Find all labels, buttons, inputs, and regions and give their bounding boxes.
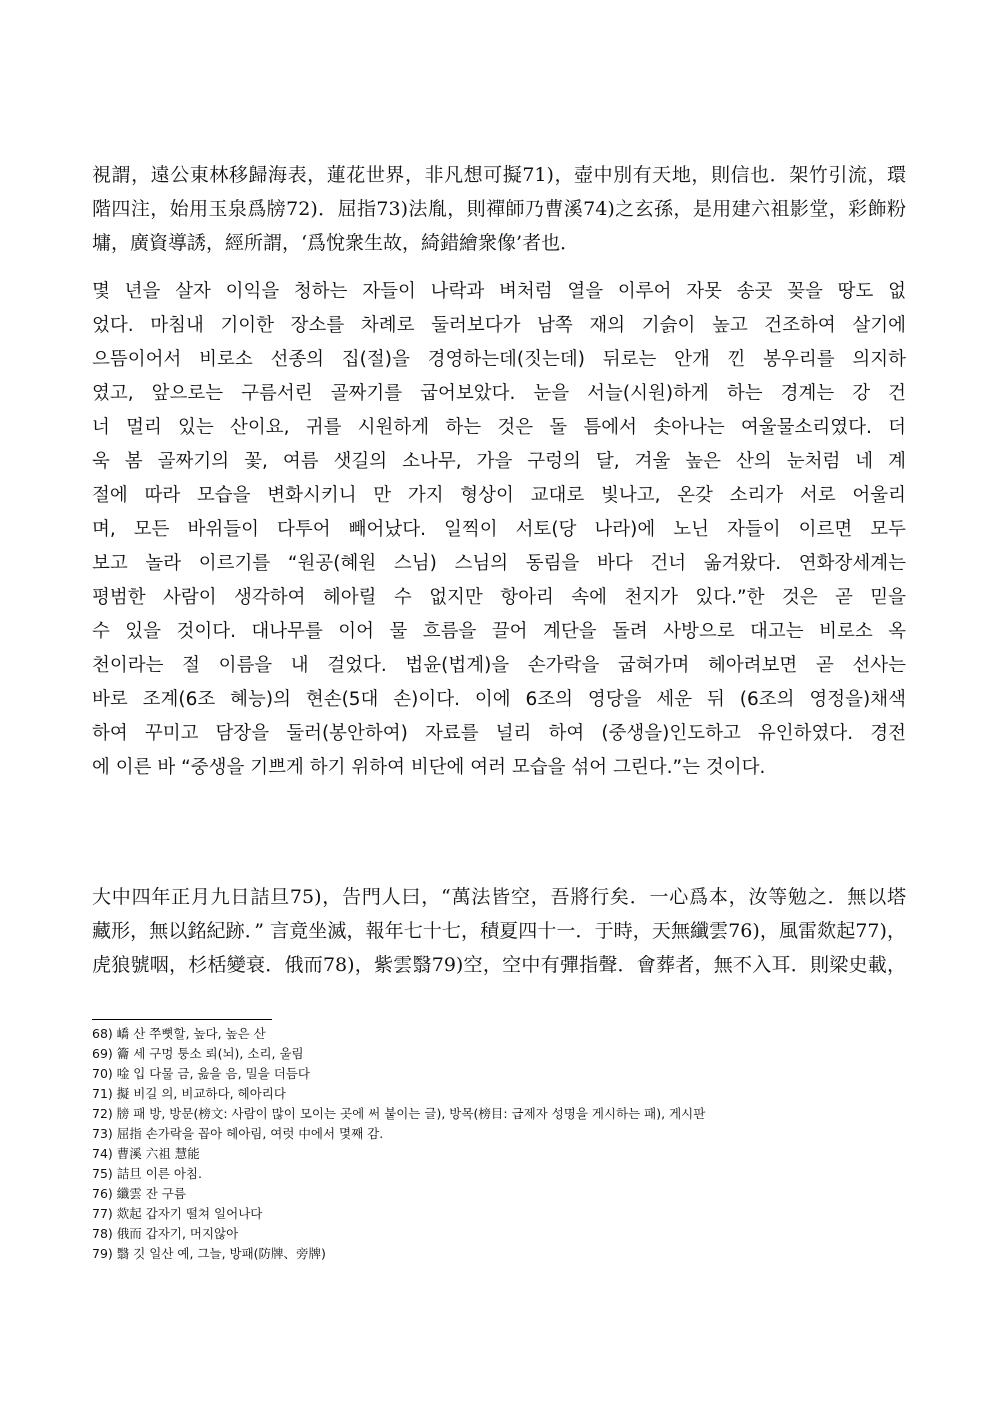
footnotes: [92, 1024, 906, 1264]
text-line: 며, 모든 바위들이 다투어 빼어났다. 일찍이 서토(당 나라)에 노닌 자들이 이르면 모두: [92, 519, 906, 540]
footnote-69: 69) 籥 세 구멍 퉁소 뢰(뇌), 소리, 울림: [92, 1046, 304, 1061]
footnote-78: 78) 俄而 갑자기, 머지않아: [92, 1226, 239, 1241]
text-line: 었다. 마침내 기이한 장소를 차례로 둘러보다가 남쪽 재의 기슭이 높고 건조하여 살기에: [92, 315, 906, 336]
footnote-79: 79) 翳 깃 일산 예, 그늘, 방패(防牌、旁牌): [92, 1246, 326, 1261]
text-line: 으뜸이어서 비로소 선종의 집(절)을 경영하는데(짓는데) 뒤로는 안개 낀 봉우리를 의지하: [92, 349, 906, 370]
text-line: 하여 꾸미고 담장을 둘러(봉안하여) 자료를 널리 하여 (중생을)인도하고 유인하였다. 경전: [92, 723, 906, 744]
footnote-72: 72) 牓 패 방, 방문(榜文: 사람이 많이 모이는 곳에 써 붙이는 글), 방목(榜目: 급제자 성명을 게시하는 패), 게시판: [92, 1106, 706, 1121]
footnote-70: 70) 唫 입 다물 금, 읊을 음, 밀을 더듬다: [92, 1066, 310, 1081]
text-line: 몇 년을 살자 이익을 청하는 자들이 나락과 벼처럼 열을 이루어 자못 송곳 꽂을 땅도 없: [92, 281, 906, 302]
text-line: 천이라는 절 이름을 내 걸었다. 법윤(법계)을 손가락을 굽혀가며 헤아려보면 곧 선사는: [92, 655, 906, 676]
footnote-73: 73) 屈指 손가락을 꼽아 헤아림, 여럿 中에서 몇째 감.: [92, 1126, 384, 1141]
text-line: 절에 따라 모습을 변화시키니 만 가지 형상이 교대로 빛나고, 온갖 소리가 서로 어울리: [92, 485, 906, 506]
text-line: 바로 조계(6조 혜능)의 현손(5대 손)이다. 이에 6조의 영당을 세운 뒤 (6조의 영정을)채색: [92, 689, 906, 710]
footnote-separator: [92, 1019, 272, 1020]
text-line: 였고, 앞으로는 구름서린 골짜기를 굽어보았다. 눈을 서늘(시원)하게 하는 경계는 강 건: [92, 383, 906, 404]
footnote-68: 68) 嶠 산 쭈뼛할, 높다, 높은 산: [92, 1026, 266, 1041]
korean-translation-paragraph: [92, 275, 906, 785]
text-line: 視謂，遠公東林移歸海表，蓮花世界，非凡想可擬71)，壺中別有天地，則信也．架竹引流，環: [92, 164, 906, 186]
text-line: 보고 놀라 이르기를 “원공(혜원 스님) 스님의 동림을 바다 건너 옮겨왔다. 연화장세계는: [92, 553, 906, 574]
text-line: 墉，廣資導誘，經所謂，‘爲悅衆生故，綺錯繪衆像’者也．: [92, 232, 580, 254]
footnote-71: 71) 擬 비길 의, 비교하다, 헤아리다: [92, 1086, 286, 1101]
hanmun-paragraph-1: [92, 158, 906, 260]
text-line: 階四注，始用玉泉爲牓72)．屈指73)法胤，則禪師乃曹溪74)之玄孫，是用建六祖影堂，彩飾粉: [92, 198, 906, 220]
text-line: 수 있을 것이다. 대나무를 이어 물 흐름을 끌어 계단을 돌려 사방으로 대고는 비로소 옥: [92, 621, 906, 642]
footnote-74: 74) 曹溪 六祖 慧能: [92, 1146, 200, 1161]
text-line: 大中四年正月九日詰旦75)，告門人曰，“萬法皆空，吾將行矣．一心爲本，汝等勉之．無以塔: [92, 886, 906, 908]
text-line: 너 멀리 있는 산이요, 귀를 시원하게 하는 것은 돌 틈에서 솟아나는 여울물소리였다. 더: [92, 417, 906, 438]
footnote-77: 77) 欻起 갑자기 떨쳐 일어나다: [92, 1206, 263, 1221]
footnote-76: 76) 纖雲 잔 구름: [92, 1186, 186, 1201]
footnote-75: 75) 詰旦 이른 아침.: [92, 1166, 202, 1181]
text-line: 욱 봄 골짜기의 꽃, 여름 샛길의 소나무, 가을 구렁의 달, 겨울 높은 산의 눈처럼 네 계: [92, 451, 906, 472]
text-line: 藏形，無以銘紀跡．” 言竟坐滅，報年七十七，積夏四十一．于時，天無纖雲76)，風雷欻起77)，: [92, 920, 906, 942]
text-line: 에 이른 바 “중생을 기쁘게 하기 위하여 비단에 여러 모습을 섞어 그린다.”는 것이다.: [92, 757, 766, 778]
text-line: 虎狼號咽，杉栝變衰．俄而78)，紫雲翳79)空，空中有彈指聲．會葬者，無不入耳．則梁史載，: [92, 954, 906, 976]
text-line: 평범한 사람이 생각하여 헤아릴 수 없지만 항아리 속에 천지가 있다.”한 것은 곧 믿을: [92, 587, 906, 608]
hanmun-paragraph-2: [92, 880, 906, 982]
